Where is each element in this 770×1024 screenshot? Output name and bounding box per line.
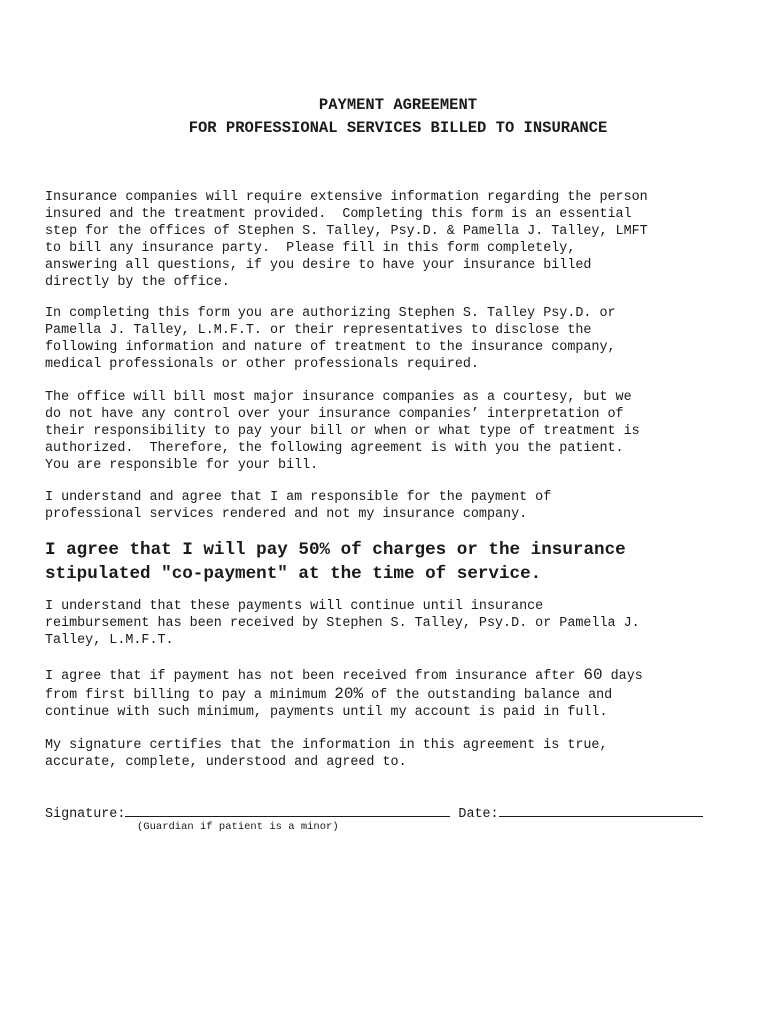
certification-paragraph: My signature certifies that the information in this agreement is true, accurate, complete, understood and agreed to.	[45, 738, 608, 770]
days-value: 60	[583, 666, 603, 684]
date-label: Date:	[458, 807, 499, 822]
minimum-payment-text-b: days	[602, 669, 643, 684]
signature-label: Signature:	[45, 807, 126, 822]
signature-field[interactable]	[125, 803, 450, 817]
intro-paragraph: Insurance companies will require extensive information regarding the person insured and the treatment provided. Completing this form is an essential step for the offices of Stephen S. Talley, Psy.D. & Pamella J. Talley, LMFT to bill any insurance party. Please fill in this form completely, answering all questions, if you desire to have your insurance billed directly by the office.	[45, 190, 648, 290]
document-subtitle: FOR PROFESSIONAL SERVICES BILLED TO INSURANCE	[188, 119, 608, 137]
authorization-paragraph: In completing this form you are authorizing Stephen S. Talley Psy.D. or Pamella J. Talley, L.M.F.T. or their representatives to disclose the following information and nature of treatment to the insurance company, medical professionals or other professionals required.	[45, 306, 616, 372]
guardian-note: (Guardian if patient is a minor)	[137, 821, 339, 833]
minimum-payment-text-d: of the outstanding balance and continue with such minimum, payments until my account is paid in full.	[45, 687, 613, 720]
minimum-payment-text-a: I agree that if payment has not been received from insurance after	[45, 669, 584, 684]
copayment-statement: I agree that I will pay 50% of charges or the insurance stipulated "co-payment" at the time of service.	[45, 540, 626, 584]
date-field[interactable]	[499, 803, 703, 817]
minimum-payment-text-c: from first billing to pay a minimum	[45, 687, 335, 703]
responsibility-paragraph: I understand and agree that I am responsible for the payment of professional services rendered and not my insurance company.	[45, 490, 552, 522]
minimum-payment-paragraph	[45, 667, 745, 722]
billing-courtesy-paragraph: The office will bill most major insurance companies as a courtesy, but we do not have any control over your insurance companies’ interpretation of their responsibility to pay your bill or when or what type of treatment is authorized. Therefore, the following agreement is with you the patient. You are responsible for your bill.	[45, 390, 640, 473]
document-title: PAYMENT AGREEMENT	[318, 96, 478, 114]
signature-row	[45, 803, 703, 823]
minimum-percent-value: 20%	[334, 684, 364, 703]
reimbursement-paragraph: I understand that these payments will continue until insurance reimbursement has been received by Stephen S. Talley, Psy.D. or Pamella J. Talley, L.M.F.T.	[45, 599, 640, 648]
